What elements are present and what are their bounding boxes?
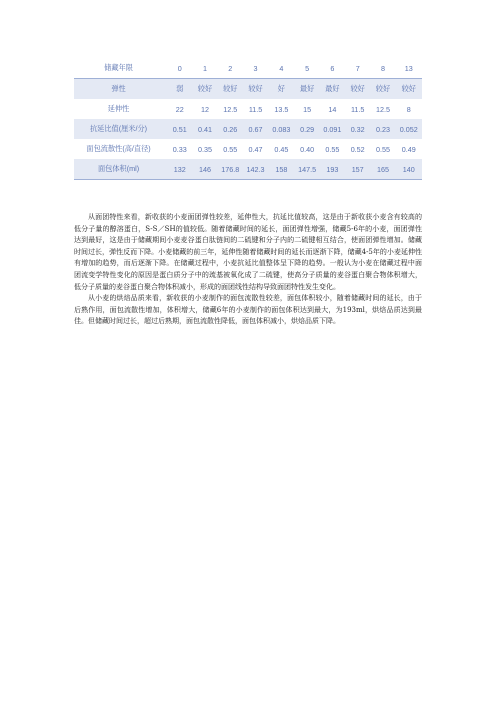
table-cell: 较好	[243, 79, 268, 100]
table-cell: 176.8	[218, 159, 243, 180]
table-cell: 0.55	[325, 144, 340, 154]
table-cell: 0.083	[268, 119, 294, 139]
table-cell: 0.41	[192, 119, 217, 139]
row-label: 面包流散性(高/直径)	[86, 144, 151, 153]
table-row	[74, 139, 422, 159]
table-cell: 13	[396, 58, 422, 79]
row-label-cell	[74, 58, 167, 79]
table-cell: 140	[396, 159, 422, 180]
table-cell: 5	[294, 58, 319, 79]
row-label: 抗延比值(厘米/分)	[89, 124, 148, 133]
table-cell: 15	[303, 104, 312, 114]
table-cell: 13.5	[274, 104, 289, 114]
table-cell: 0.29	[294, 119, 319, 139]
table-cell: 12	[200, 104, 209, 114]
row-label: 储藏年限	[104, 63, 133, 72]
table-cell: 147.5	[294, 159, 319, 180]
paragraph-dough-properties: 从面团特性来看，新收获的小麦面团弹性较差，延伸性大，抗延比值较高，这是由于新收获小麦含有较高的低分子量的醇溶蛋白，S-S／SH的值较低。随着储藏时间的延长，面团弹性增强，储藏5-6年的小麦，面团弹性达到最好，这是由于储藏期间小麦麦谷蛋白肽链间的二硫键和分子内的二硫键相互结合，使面团弹性增加。储藏时间过长，弹性反而下降。小麦储藏的前三年，延伸性随着储藏时间的延长而逐渐下降，储藏4-5年的小麦延伸性有增加的趋势，而后逐渐下降。在储藏过程中，小麦抗延比值整体呈下降的趋势。一般认为小麦在储藏过程中面团流变学特性变化的原因是蛋白质分子中的巯基被氧化成了二硫键，使高分子质量的麦谷蛋白聚合物体积增大，低分子质量的麦谷蛋白聚合物体积减小，形成的面团线性结构导致面团特性发生变化。	[74, 213, 422, 291]
table-cell: 0.40	[300, 144, 315, 154]
table-cell: 157	[345, 159, 370, 180]
table-cell: 0.35	[197, 144, 212, 154]
row-label-cell	[74, 99, 167, 119]
table-cell: 0.47	[248, 144, 263, 154]
table-cell: 最好	[320, 79, 345, 100]
body-text	[74, 212, 422, 328]
table-cell: 0.55	[375, 144, 390, 154]
table-header-row	[74, 58, 422, 79]
table-cell: 2	[218, 58, 243, 79]
table-cell: 较好	[218, 79, 243, 100]
table-row	[74, 159, 422, 180]
table-cell: 0.26	[218, 119, 243, 139]
table-cell: 7	[345, 58, 370, 79]
table-cell: 132	[167, 159, 192, 180]
table-cell: 1	[192, 58, 217, 79]
row-label-cell	[74, 139, 167, 159]
table-cell: 0.32	[345, 119, 370, 139]
table-cell: 12.5	[223, 104, 238, 114]
table-cell: 最好	[294, 79, 319, 100]
row-label-cell	[74, 79, 167, 100]
table-cell: 12.5	[375, 104, 390, 114]
table-cell: 较好	[192, 79, 217, 100]
table-cell: 8	[406, 104, 411, 114]
table-cell: 0.52	[350, 144, 365, 154]
table-row	[74, 119, 422, 139]
table-cell: 0.67	[243, 119, 268, 139]
table-row	[74, 79, 422, 100]
table-cell: 0.052	[396, 119, 422, 139]
table-cell: 0.55	[223, 144, 238, 154]
table-cell: 6	[320, 58, 345, 79]
table-cell: 0.091	[320, 119, 345, 139]
storage-years-table	[74, 58, 422, 180]
table-cell: 0.45	[274, 144, 289, 154]
table-cell: 较好	[370, 79, 395, 100]
table-row	[74, 99, 422, 119]
table-cell: 弱	[167, 79, 192, 100]
table-cell: 22	[175, 104, 184, 114]
table-cell: 158	[268, 159, 294, 180]
table-cell: 193	[320, 159, 345, 180]
table-cell: 0.49	[401, 144, 416, 154]
table-cell: 14	[328, 104, 337, 114]
table-cell: 11.5	[350, 104, 365, 114]
table-cell: 0.23	[370, 119, 395, 139]
table-cell: 3	[243, 58, 268, 79]
table-cell: 142.3	[243, 159, 268, 180]
table-cell: 较好	[345, 79, 370, 100]
table-cell: 146	[192, 159, 217, 180]
table-cell: 11.5	[248, 104, 263, 114]
table-cell: 4	[268, 58, 294, 79]
paragraph-baking-quality: 从小麦的烘焙品质来看，新收获的小麦制作的面包流散性较差，面包体积较小，随着储藏时间的延长，由于后熟作用，面包流散性增加，体积增大，储藏6年的小麦制作的面包体积达到最大，为193ml，烘焙品质达到最佳。但储藏时间过长，超过后熟期，面包流散性降低，面包体积减小，烘焙品质下降。	[74, 294, 422, 326]
table-cell: 165	[370, 159, 395, 180]
table-cell: 较好	[396, 79, 422, 100]
table-cell: 好	[268, 79, 294, 100]
row-label-cell	[74, 159, 167, 180]
row-label: 面包体积(ml)	[97, 164, 140, 173]
row-label-cell	[74, 119, 167, 139]
table-cell: 0.51	[167, 119, 192, 139]
row-label: 弹性	[111, 84, 126, 93]
table-cell: 8	[370, 58, 395, 79]
row-label: 延伸性	[107, 104, 130, 113]
table-cell: 0.33	[172, 144, 187, 154]
table-cell: 0	[167, 58, 192, 79]
